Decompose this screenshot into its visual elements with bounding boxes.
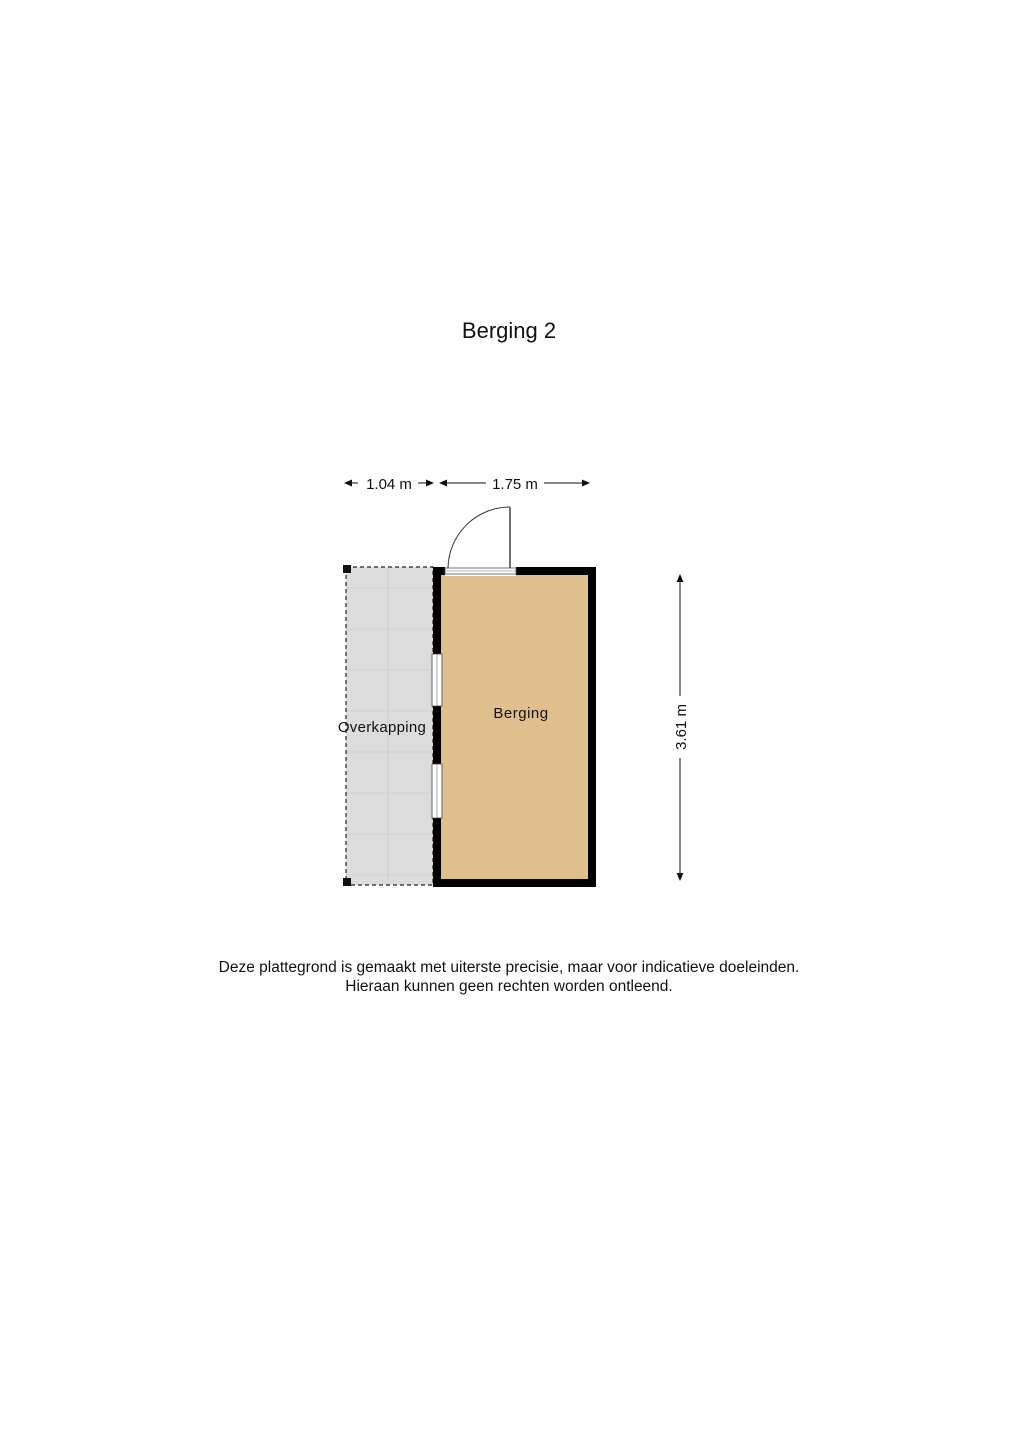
- door-swing-arc: [448, 507, 510, 568]
- storage-depth-label: 3.61 m: [673, 704, 690, 750]
- storage-width-label: 1.75 m: [492, 476, 538, 493]
- canopy-label: Overkapping: [337, 719, 427, 736]
- plan-title: Berging 2: [461, 318, 557, 343]
- post-top: [343, 565, 351, 573]
- dimension-storage-width: [439, 476, 590, 493]
- storage-floor: [441, 575, 588, 879]
- canopy-width-label: 1.04 m: [366, 476, 412, 493]
- storage-room: [432, 507, 596, 887]
- window-lower: [432, 764, 442, 818]
- post-bottom: [343, 878, 351, 886]
- disclaimer: [0, 958, 1018, 996]
- disclaimer-line-2: Hieraan kunnen geen rechten worden ontleend.: [345, 978, 673, 995]
- disclaimer-line-1: Deze plattegrond is gemaakt met uiterste precisie, maar voor indicatieve doeleinden.: [218, 959, 800, 976]
- storage-label: Berging: [493, 705, 549, 722]
- dimension-storage-depth: [673, 574, 690, 881]
- window-upper: [432, 654, 442, 706]
- dimension-canopy-width: [344, 476, 434, 493]
